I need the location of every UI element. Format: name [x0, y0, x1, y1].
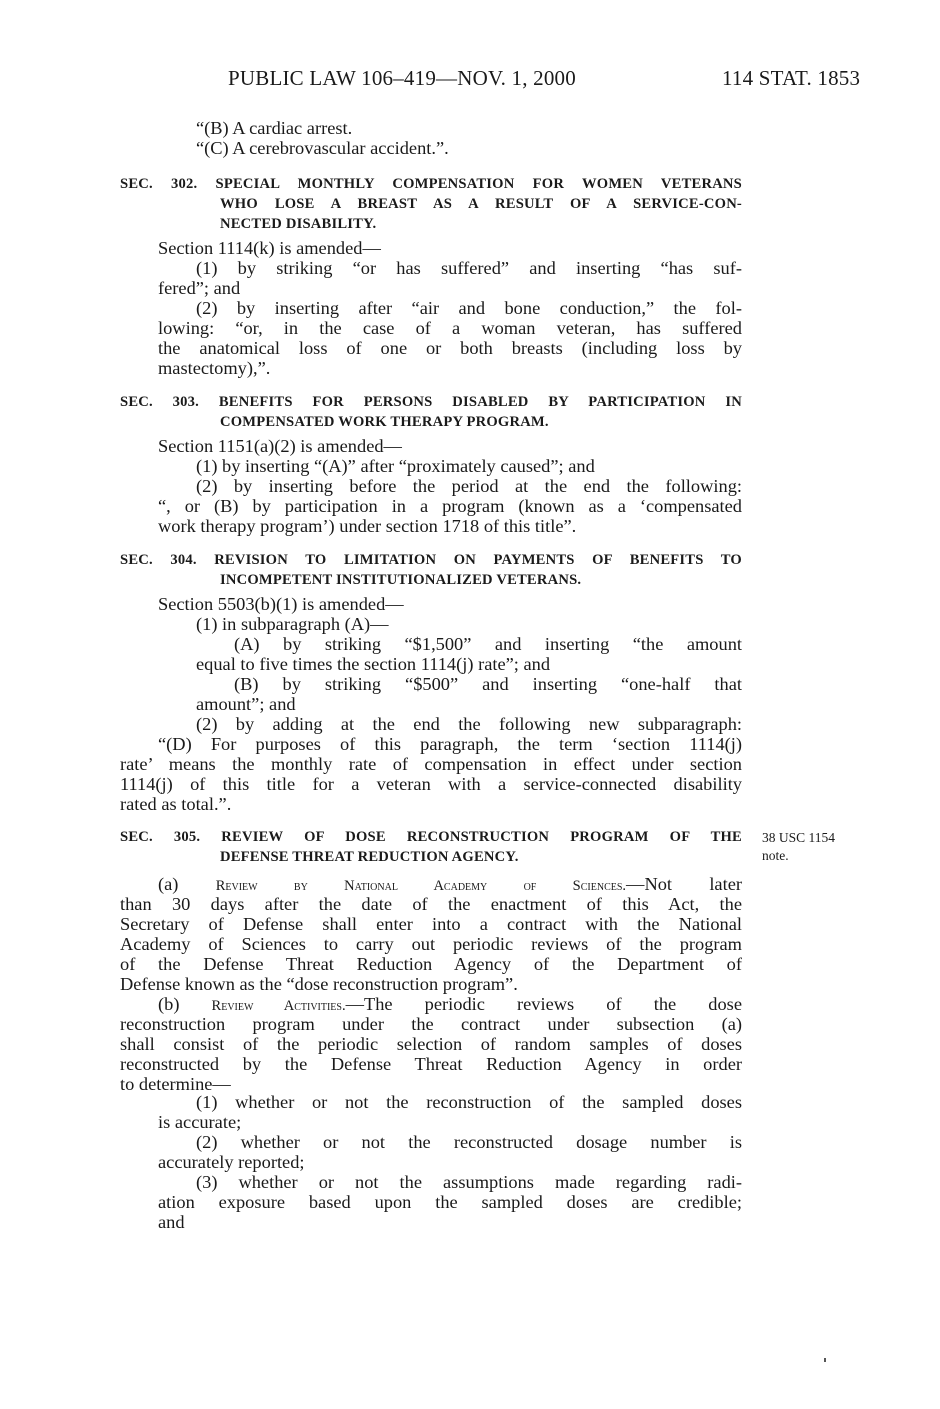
- sec-304-subpara-d: “(D) For purposes of this paragraph, the term ‘section 1114(j): [158, 734, 742, 754]
- subsection-b-heading: Review Activities.: [211, 998, 346, 1014]
- carryover-line-b: “(B) A cardiac arrest.: [196, 118, 353, 138]
- sec-303-heading: SEC. 303. BENEFITS FOR PERSONS DISABLED BY PARTICIPATION IN: [120, 394, 742, 410]
- sec-302-para-1: (1) by striking “or has suffered” and inserting “has suf-: [196, 258, 742, 278]
- sec-302-heading-cont: WHO LOSE A BREAST AS A RESULT OF A SERVICE-CON-: [220, 196, 742, 212]
- sec-304-intro: Section 5503(b)(1) is amended—: [158, 594, 404, 614]
- sec-304-para-2: (2) by adding at the end the following new subparagraph:: [196, 714, 742, 734]
- sec-302-para-2-end: mastectomy),”.: [158, 358, 271, 378]
- subsection-a-label: (a): [158, 874, 179, 894]
- sec-302-heading-end: NECTED DISABILITY.: [220, 216, 377, 232]
- sec-303-intro: Section 1151(a)(2) is amended—: [158, 436, 402, 456]
- sec-305-b-line: reconstructed by the Defense Threat Reduction Agency in order: [120, 1054, 742, 1074]
- sec-305-a-line: of the Defense Threat Reduction Agency of the Department of: [120, 954, 742, 974]
- sec-305-item-1: (1) whether or not the reconstruction of the sampled doses: [196, 1092, 742, 1112]
- sec-305-item-2-end: accurately reported;: [158, 1152, 305, 1172]
- sec-303-heading-cont: COMPENSATED WORK THERAPY PROGRAM.: [220, 414, 549, 430]
- sec-303-para-2-end: work therapy program’) under section 1718 of this title”.: [158, 516, 577, 536]
- margin-note-citation: 38 USC 1154: [762, 830, 836, 845]
- sec-305-a-line: Academy of Sciences to carry out periodic reviews of the program: [120, 934, 742, 954]
- sec-305-b-end: to determine—: [120, 1074, 231, 1094]
- sec-305-a-line: Secretary of Defense shall enter into a contract with the National: [120, 914, 742, 934]
- carryover-line-c: “(C) A cerebrovascular accident.”.: [196, 138, 449, 158]
- running-header-stat: 114 STAT. 1853: [722, 66, 861, 90]
- sec-304-subpara-d-cont: 1114(j) of this title for a veteran with a service-connected disability: [120, 774, 742, 794]
- subsection-a-heading: Review by National Academy of Sciences.: [215, 878, 627, 894]
- subsection-a-text: —Not later: [626, 874, 742, 894]
- sec-302-para-2-cont: lowing: “or, in the case of a woman veteran, has suffered: [158, 318, 742, 338]
- sec-305-a-end: Defense known as the “dose reconstruction program”.: [120, 974, 518, 994]
- sec-302-para-2-cont: the anatomical loss of one or both breasts (including loss by: [158, 338, 742, 358]
- sec-304-subpara-a-cont: equal to five times the section 1114(j) rate”; and: [196, 654, 551, 674]
- sec-304-subpara-d-cont: rate’ means the monthly rate of compensation in effect under section: [120, 754, 742, 774]
- sec-303-para-2: (2) by inserting before the period at the end the following:: [196, 476, 742, 496]
- sec-305-subsection-b: [158, 994, 742, 1016]
- sec-305-a-line: than 30 days after the date of the enactment of this Act, the: [120, 894, 742, 914]
- sec-302-heading: SEC. 302. SPECIAL MONTHLY COMPENSATION FOR WOMEN VETERANS: [120, 176, 742, 192]
- sec-305-heading: SEC. 305. REVIEW OF DOSE RECONSTRUCTION PROGRAM OF THE: [120, 829, 742, 845]
- sec-304-subpara-b: (B) by striking “$500” and inserting “one-half that: [234, 674, 742, 694]
- sec-305-b-line: reconstruction program under the contract under subsection (a): [120, 1014, 742, 1034]
- sec-305-item-2: (2) whether or not the reconstructed dosage number is: [196, 1132, 742, 1152]
- sec-303-para-2-cont: “, or (B) by participation in a program (known as a ‘compensated: [158, 496, 742, 516]
- sec-302-para-2: (2) by inserting after “air and bone conduction,” the fol-: [196, 298, 742, 318]
- sec-305-item-3: (3) whether or not the assumptions made regarding radi-: [196, 1172, 742, 1192]
- sec-304-heading-cont: INCOMPETENT INSTITUTIONALIZED VETERANS.: [220, 572, 582, 588]
- sec-305-heading-cont: DEFENSE THREAT REDUCTION AGENCY.: [220, 849, 519, 865]
- sec-304-heading: SEC. 304. REVISION TO LIMITATION ON PAYMENTS OF BENEFITS TO: [120, 552, 742, 568]
- sec-304-subpara-b-cont: amount”; and: [196, 694, 296, 714]
- sec-302-para-1-cont: fered”; and: [158, 278, 241, 298]
- sec-302-intro: Section 1114(k) is amended—: [158, 238, 381, 258]
- sec-304-para-1: (1) in subparagraph (A)—: [196, 614, 389, 634]
- running-header-law: PUBLIC LAW 106–419—NOV. 1, 2000: [228, 66, 576, 90]
- subsection-b-label: (b): [158, 994, 180, 1014]
- sec-305-item-1-end: is accurate;: [158, 1112, 242, 1132]
- scan-speck: [824, 1358, 826, 1362]
- margin-note-note: note.: [762, 848, 789, 863]
- sec-304-subpara-d-end: rated as total.”.: [120, 794, 232, 814]
- sec-305-subsection-a: [158, 874, 742, 896]
- subsection-b-text: —The periodic reviews of the dose: [345, 994, 742, 1014]
- sec-303-para-1: (1) by inserting “(A)” after “proximately caused”; and: [196, 456, 595, 476]
- sec-305-b-line: shall consist of the periodic selection of random samples of doses: [120, 1034, 742, 1054]
- sec-305-item-3-cont: ation exposure based upon the sampled doses are credible;: [158, 1192, 742, 1212]
- sec-304-subpara-a: (A) by striking “$1,500” and inserting “the amount: [234, 634, 742, 654]
- sec-305-item-3-end: and: [158, 1212, 185, 1232]
